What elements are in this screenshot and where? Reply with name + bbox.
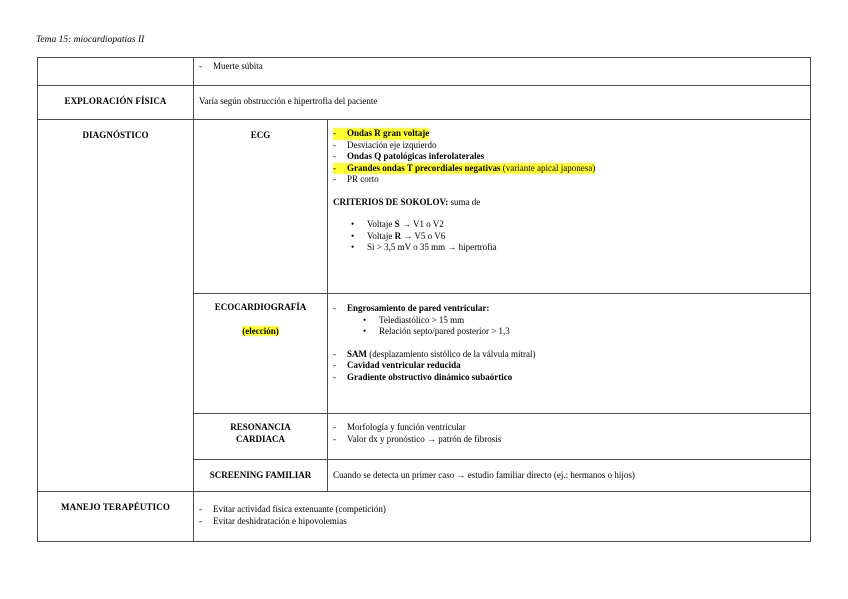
eco-sub-2: • Relación septo/pared posterior > 1,3	[363, 326, 510, 336]
ecg-item-5: PR corto	[347, 174, 379, 184]
page-header: Tema 15: miocardiopatías II	[36, 35, 145, 45]
eco-gradiente: Gradiente obstructivo dinámico subaórtico	[347, 371, 513, 382]
eco-cavidad: Cavidad ventricular reducida	[347, 360, 461, 370]
muerte-subita-cell: - Muerte súbita	[194, 58, 811, 86]
rm-label-2: CARDIACA	[236, 433, 285, 444]
eco-sub-1: • Telediastólico > 15 mm	[363, 314, 465, 325]
eco-content: - Engrosamiento de pared ventricular: • Telediastólico > 15 mm • Relación septo/pared posterior > 1,3 - SAM (desplazamiento sistólico de la válvula mitral) - Cavidad ventricular reducida - Gradiente obstructivo dinámico subaórtico	[328, 294, 811, 414]
rm-label-cell	[194, 414, 328, 460]
row-manejo	[38, 492, 811, 542]
ecg-item-3: Ondas Q patológicas inferolaterales	[347, 151, 485, 161]
rm-item-1: Morfología y función ventricular	[347, 422, 466, 432]
exploracion-label: EXPLORACIÓN FÍSICA	[38, 86, 194, 120]
rm-label-1: RESONANCIA	[230, 422, 291, 432]
ecg-item-1: Ondas R gran voltaje	[347, 128, 430, 138]
exploracion-text: Varía según obstrucción e hipertrofia del paciente	[194, 86, 811, 120]
muerte-subita-text: Muerte súbita	[213, 61, 263, 71]
diagnostico-label: DIAGNÓSTICO	[38, 120, 194, 492]
sokolov-item-3: • Si > 3,5 mV o 35 mm → hipertrofia	[351, 242, 497, 252]
eco-badge: (elección)	[242, 325, 279, 336]
ecg-item-4: Grandes ondas T precordiales negativas	[347, 162, 501, 173]
summary-table	[37, 57, 811, 542]
row-ecg	[38, 120, 811, 294]
eco-sam: SAM (desplazamiento sistólico de la válvula mitral)	[347, 348, 536, 359]
eco-label-cell	[194, 294, 328, 414]
eco-label: ECOCARDIOGRAFÍA	[214, 302, 307, 312]
ecg-content: - Ondas R gran voltaje - Desviación eje izquierdo - Ondas Q patológicas inferolaterales - Grandes ondas T precordiales negativas (variante apical japonesa) - PR corto CRITERIOS DE SOKOLOV: suma de • Voltaje S → V1 o V2 • Voltaje R → V5 o V6 • Si > 3,5 mV o 35 mm → hipertrofia	[328, 120, 811, 294]
row-exploracion	[38, 86, 811, 120]
manejo-content: - Evitar actividad física extenuante (competición) - Evitar deshidratación e hipovolemias	[194, 492, 811, 542]
manejo-item-2: Evitar deshidratación e hipovolemias	[213, 515, 347, 526]
eco-engrosamiento: Engrosamiento de pared ventricular:	[347, 303, 490, 313]
rm-item-2: Valor dx y pronóstico → patrón de fibrosis	[347, 433, 502, 444]
sokolov-item-1: • Voltaje S → V1 o V2	[351, 219, 444, 229]
empty-cell	[38, 58, 194, 86]
rm-content: - Morfología y función ventricular - Valor dx y pronóstico → patrón de fibrosis	[328, 414, 811, 460]
screening-label: SCREENING FAMILIAR	[194, 460, 328, 492]
screening-text: Cuando se detecta un primer caso → estudio familiar directo (ej.: hermanos o hijos)	[328, 460, 811, 492]
ecg-label: ECG	[194, 120, 328, 294]
sokolov-heading: CRITERIOS DE SOKOLOV: suma de	[333, 196, 481, 207]
ecg-item-4-suffix: (variante apical japonesa)	[502, 162, 596, 173]
manejo-item-1: Evitar actividad física extenuante (competición)	[213, 504, 386, 514]
sokolov-item-2: • Voltaje R → V5 o V6	[351, 230, 446, 241]
row-muerte-subita	[38, 58, 811, 86]
manejo-label: MANEJO TERAPÉUTICO	[38, 492, 194, 542]
ecg-item-2: Desviación eje izquierdo	[347, 139, 437, 150]
